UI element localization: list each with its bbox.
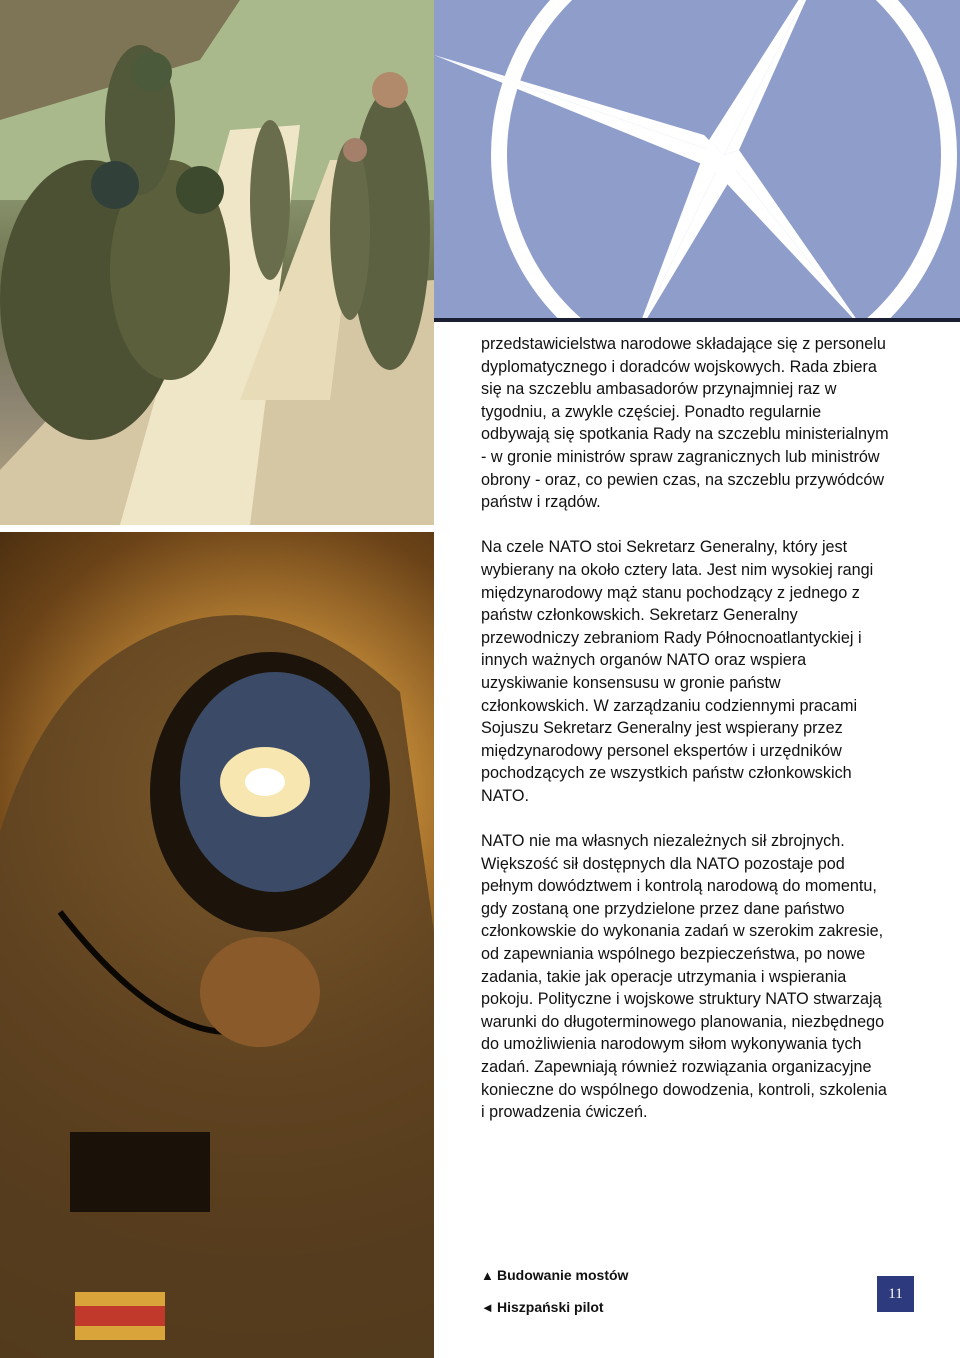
paragraph-secretary-general: Na czele NATO stoi Sekretarz Generalny, który jest wybierany na około cztery lata. Jest nim wysokiej rangi międzynarodowy mąż stanu pochodzący z jednego z państw członkowskich. Sekretarz Generalny przewodniczy zebraniom Rady Północnoatlantyckiej i innych ważnych organów NATO oraz wspiera uzyskiwanie konsensusu w gronie państw członkowskich. W zarządzaniu codziennymi pracami Sojuszu Sekretarz Generalny jest wspierany przez międzynarodowy personel ekspertów i urzędników pochodzących ze wszystkich państw członkowskich NATO. bbox=[481, 538, 874, 805]
article-body bbox=[481, 333, 891, 1146]
up-arrow-icon: ▲ bbox=[481, 1267, 494, 1283]
spanish-pilot-photo bbox=[0, 532, 434, 1358]
bridge-building-photo bbox=[0, 0, 434, 525]
page-number: 11 bbox=[877, 1276, 914, 1312]
bridge-scene-illustration bbox=[0, 0, 434, 525]
panel-divider bbox=[434, 318, 960, 322]
photo-captions bbox=[481, 1266, 628, 1330]
paragraph-council: przedstawicielstwa narodowe składające się z personelu dyplomatycznego i doradców wojskowych. Rada zbiera się na szczeblu ambasadorów przynajmniej raz w tygodniu, a zwykle częściej. Ponadto regularnie odbywają się spotkania Rady na szczeblu ministerialnym - w gronie ministrów spraw zagranicznych lub ministrów obrony - oraz, co pewien czas, na szczeblu przywódców państw i rządów. bbox=[481, 335, 889, 512]
nato-emblem-panel bbox=[434, 0, 960, 318]
paragraph-forces: NATO nie ma własnych niezależnych sił zbrojnych. Większość sił dostępnych dla NATO pozostaje pod pełnym dowództwem i kontrolą narodową do momentu, gdy zostaną one przydzielone przez dane państwo członkowskie do wykonania zadań w szerokim zakresie, od zapewniania wspólnego bezpieczeństwa, po nowe zadania, takie jak operacje utrzymania i wspierania pokoju. Polityczne i wojskowe struktury NATO stwarzają warunki do długoterminowego planowania, niezbędnego do umożliwienia narodowym siłom wykonywania tych zadań. Zapewniają również rozwiązania organizacyjne konieczne do wspólnego dowodzenia, kontroli, szkolenia i prowadzenia ćwiczeń. bbox=[481, 832, 887, 1122]
caption-bridge bbox=[481, 1266, 628, 1284]
caption-bridge-text: Budowanie mostów bbox=[497, 1267, 629, 1283]
left-arrow-icon: ◄ bbox=[481, 1299, 494, 1315]
pilot-scene-illustration bbox=[0, 532, 434, 1358]
caption-pilot-text: Hiszpański pilot bbox=[497, 1299, 604, 1315]
nato-star-icon bbox=[434, 0, 960, 318]
caption-pilot bbox=[481, 1298, 628, 1316]
